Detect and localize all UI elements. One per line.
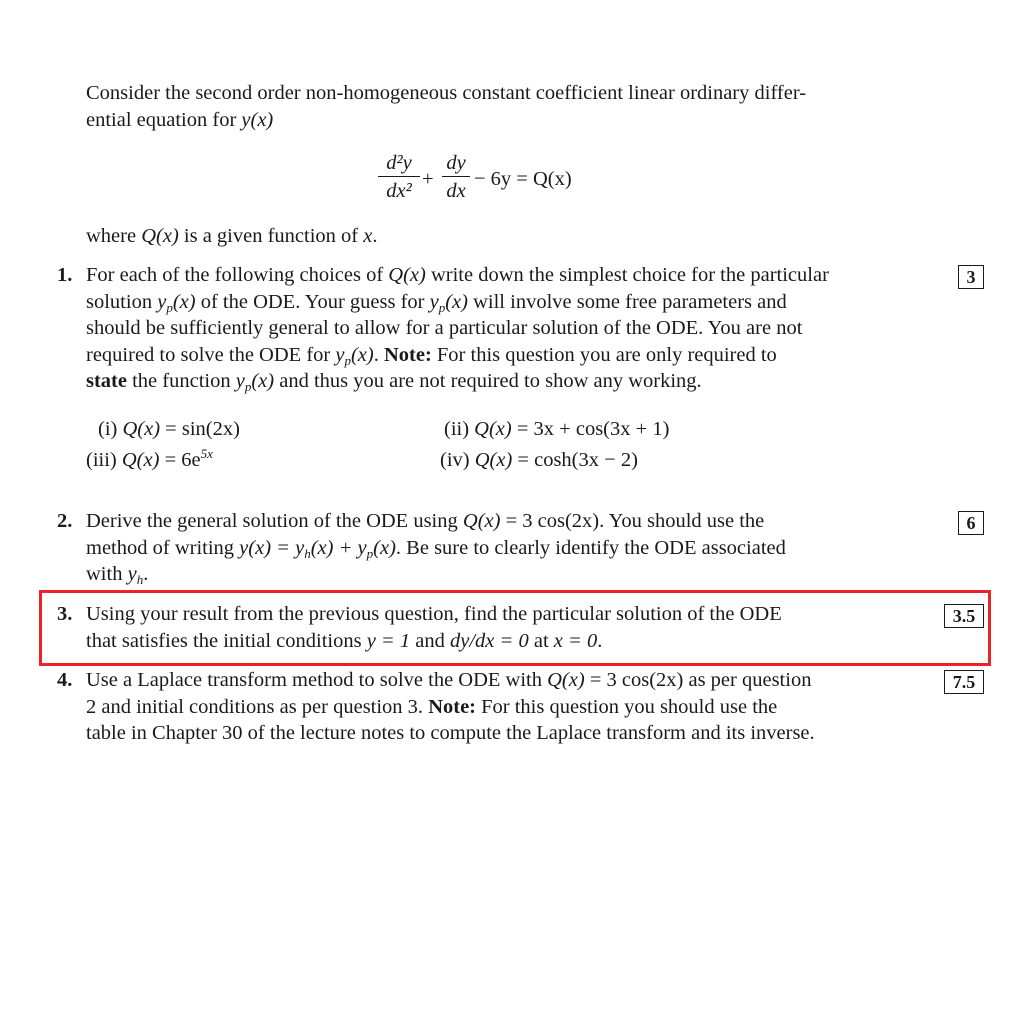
q1-text: the function — [126, 370, 236, 392]
choice-rhs: = 6e — [159, 449, 201, 471]
where-x: x — [363, 225, 373, 247]
q4-text: = 3 cos(2x) as per question — [584, 669, 812, 691]
q3-text: at — [528, 629, 554, 652]
question-1-marks-badge: 3 — [958, 265, 984, 289]
q2-yh — [128, 563, 144, 585]
choice-label: (ii) — [444, 418, 475, 440]
question-4-marks-badge: 7.5 — [944, 670, 984, 694]
q1-sub-p: p — [344, 352, 351, 368]
q2-text: method of writing — [86, 536, 240, 559]
q1-text: required to solve the ODE for — [86, 343, 336, 366]
q3-text: that satisfies the initial conditions — [86, 629, 367, 652]
q2-text: . — [143, 563, 149, 585]
q1-text: will involve some free parameters and — [467, 290, 787, 313]
question-4-number: 4. — [57, 669, 73, 691]
equation-rhs: − 6y = Q(x) — [474, 168, 572, 190]
fraction-numerator: d²y — [386, 152, 412, 174]
q3-condition-dydx: dy/dx = 0 — [450, 629, 529, 652]
question-2-marks-badge: 6 — [958, 511, 984, 535]
intro-text-line1: Consider the second order non-homogeneous constant coefficient linear ordinary differ- — [86, 82, 807, 104]
fraction-denominator: dx — [446, 180, 466, 202]
choice-label: (iv) — [440, 449, 475, 471]
q1-y: y — [157, 290, 167, 313]
choice-rhs: = 3x + cos(3x + 1) — [511, 418, 670, 440]
q4-text: 2 and initial conditions as per question 3. — [86, 695, 429, 718]
q1-sub-p: p — [438, 299, 446, 315]
choice-exponent: 5x — [200, 446, 213, 461]
where-prefix: where — [86, 225, 142, 247]
question-2-text — [86, 508, 882, 588]
q2-eq-part: y(x) = y — [239, 536, 305, 559]
q1-sub-p: p — [244, 379, 252, 394]
q1-text: write down the simplest choice for the particular — [425, 264, 829, 286]
where-end: . — [372, 225, 378, 247]
intro-paragraph — [86, 80, 882, 133]
question-1-text — [86, 262, 882, 395]
choice-q: Q(x) — [121, 449, 160, 471]
question-3-number: 3. — [57, 603, 73, 625]
q2-text: . Be sure to clearly identify the ODE associated — [395, 536, 786, 559]
q1-yp — [157, 291, 195, 313]
q1-y: y — [429, 290, 439, 313]
q1-q: Q(x) — [388, 264, 426, 286]
first-derivative-fraction — [442, 152, 470, 202]
q4-text: table in Chapter 30 of the lecture notes to compute the Laplace transform and its inverse. — [86, 722, 815, 744]
q1-y: y — [235, 370, 245, 392]
q1-yp — [430, 291, 468, 313]
q1-x: (x) — [251, 370, 275, 392]
q2-q: Q(x) — [462, 510, 501, 532]
choice-i — [98, 416, 240, 442]
q1-x: (x) — [172, 290, 196, 313]
intro-text-line2: ential equation for — [86, 108, 242, 131]
q1-text: For this question you are only required to — [431, 343, 777, 366]
fraction-denominator: dx² — [386, 180, 412, 202]
q4-text: For this question you should use the — [476, 695, 778, 718]
fraction-numerator: dy — [446, 152, 466, 174]
q2-text: with — [86, 563, 128, 585]
question-1-number: 1. — [57, 264, 73, 286]
q2-y: y — [127, 563, 137, 585]
choice-q: Q(x) — [474, 418, 512, 440]
where-q: Q(x) — [141, 225, 179, 247]
choice-iii — [86, 447, 213, 473]
q1-text: solution — [86, 290, 158, 313]
q1-y: y — [335, 343, 345, 366]
q1-state-word: state — [86, 370, 127, 392]
q2-eq-part: (x) + y — [310, 536, 367, 559]
q4-note-label: Note: — [428, 695, 476, 718]
q1-note-label: Note: — [383, 343, 432, 366]
q3-condition-x: x = 0 — [553, 629, 598, 652]
q1-x: (x) — [445, 290, 468, 313]
q3-condition-y: y = 1 — [366, 629, 411, 652]
choice-label: (i) — [98, 418, 123, 440]
choice-q: Q(x) — [474, 449, 513, 471]
question-3-text — [86, 601, 882, 654]
q1-yp — [236, 370, 274, 392]
ode-equation — [376, 148, 616, 218]
q1-text: should be sufficiently general to allow for a particular solution of the ODE. You are not — [86, 317, 803, 339]
q1-sub-p: p — [166, 299, 173, 315]
where-line — [86, 223, 882, 250]
fraction-bar — [378, 176, 420, 177]
choice-iv — [440, 447, 638, 473]
plus-sign: + — [422, 168, 434, 190]
choice-rhs: = cosh(3x − 2) — [512, 449, 638, 471]
q1-text: of the ODE. Your guess for — [195, 290, 430, 313]
q3-text: Using your result from the previous question, find the particular solution of the ODE — [86, 603, 782, 625]
q2-text: = 3 cos(2x). You should use the — [500, 510, 765, 532]
q3-text: . — [597, 629, 603, 652]
choice-rhs: = sin(2x) — [160, 418, 240, 440]
q1-yp — [335, 344, 373, 366]
q2-decomposition — [239, 537, 396, 559]
q4-text: Use a Laplace transform method to solve the ODE with — [86, 669, 548, 691]
question-3-marks-badge: 3.5 — [944, 604, 984, 628]
q4-q: Q(x) — [547, 669, 585, 691]
q2-sub-h: h — [304, 545, 311, 561]
q3-text: and — [410, 629, 450, 652]
q1-text: and thus you are not required to show any working. — [274, 370, 702, 392]
q2-sub-h: h — [136, 572, 144, 587]
q2-sub-p: p — [366, 545, 374, 561]
q1-text: For each of the following choices of — [86, 264, 389, 286]
q2-eq-part: (x) — [373, 536, 396, 559]
second-derivative-fraction — [378, 152, 420, 202]
fraction-bar — [442, 176, 470, 177]
q1-x: (x) — [350, 343, 374, 366]
q1-text: . — [373, 343, 384, 366]
choice-q: Q(x) — [122, 418, 161, 440]
question-4-text — [86, 667, 882, 747]
where-middle: is a given function of — [178, 225, 364, 247]
q2-text: Derive the general solution of the ODE using — [86, 510, 463, 532]
question-2-number: 2. — [57, 510, 73, 532]
choice-label: (iii) — [86, 449, 122, 471]
intro-y-of-x: y(x) — [241, 108, 274, 131]
choice-ii — [444, 416, 669, 442]
